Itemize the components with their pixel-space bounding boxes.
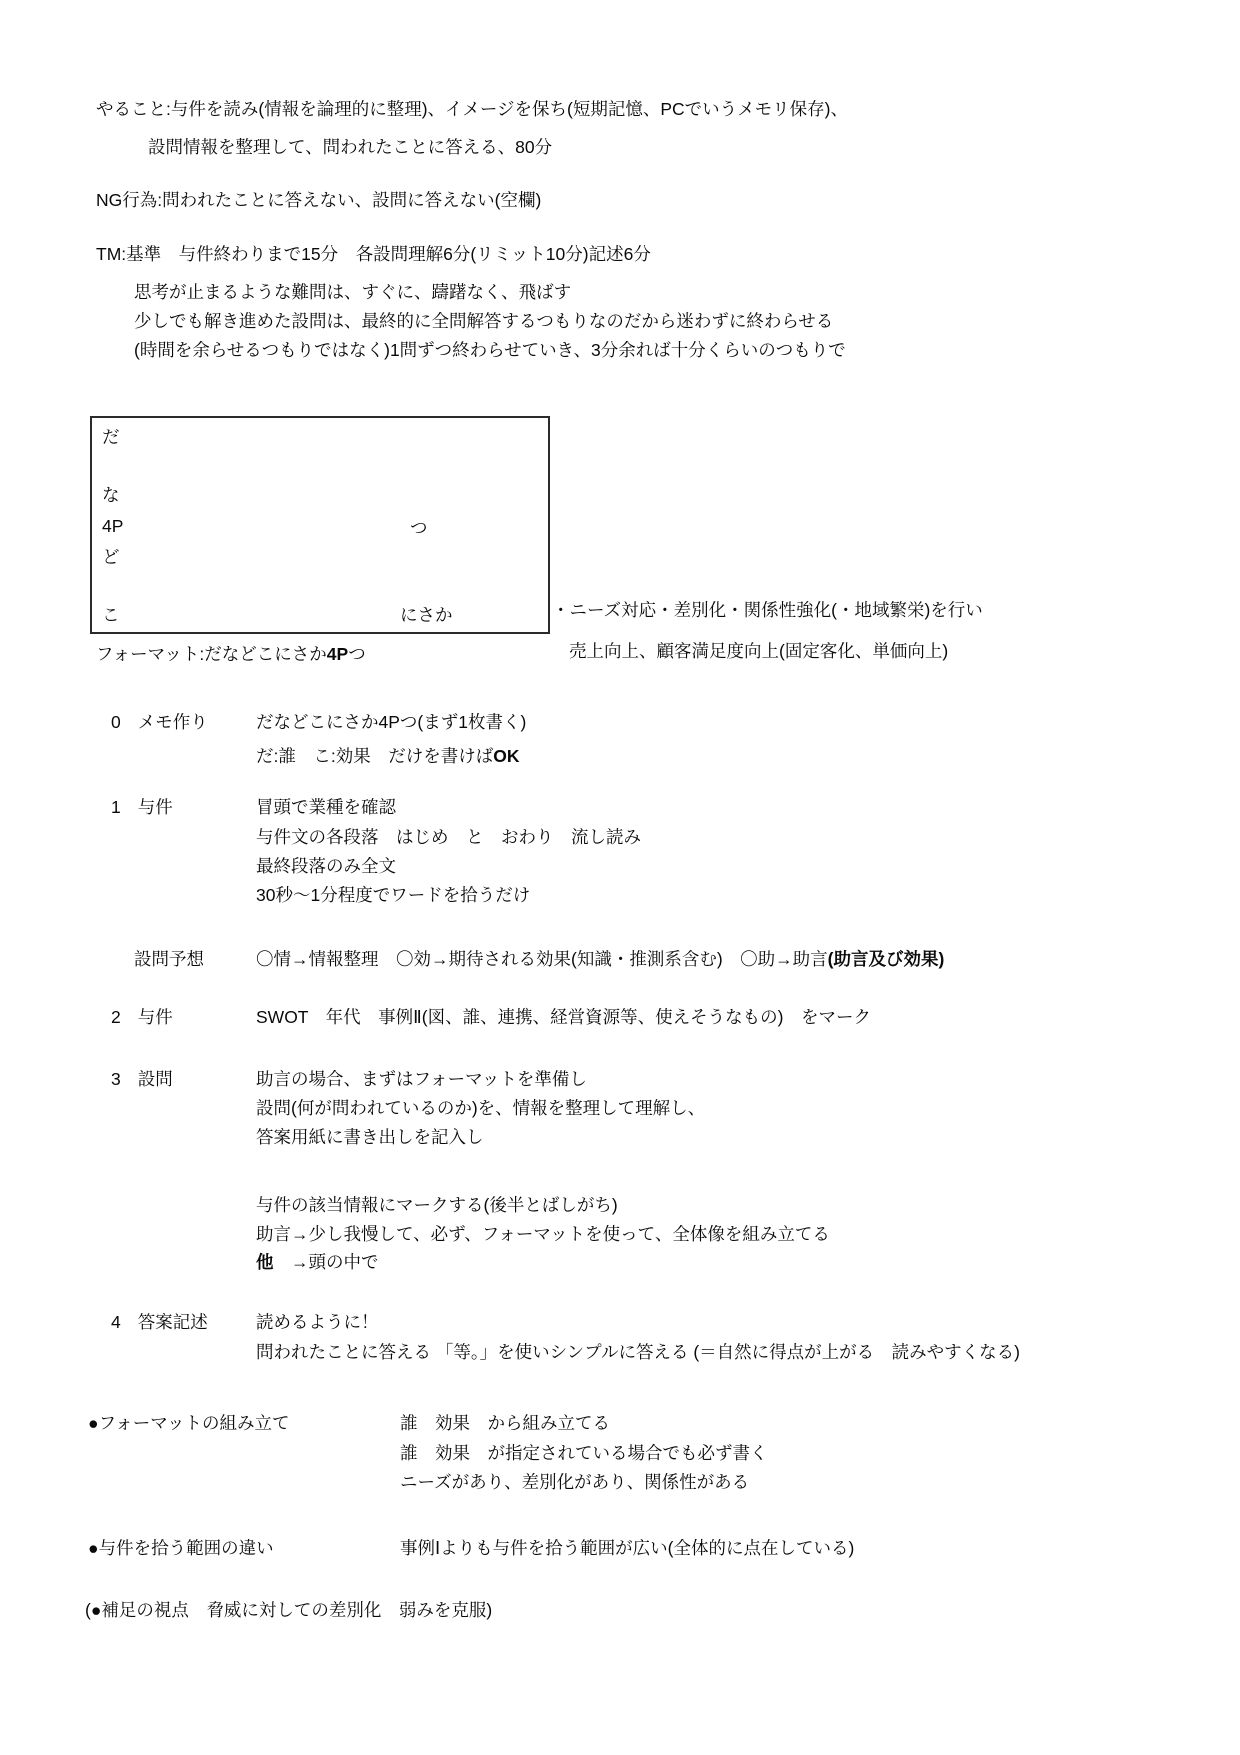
- section-0-line-2-bold: OK: [493, 746, 520, 766]
- section-3-line-6: [256, 1251, 379, 1274]
- section-2-label: [111, 1006, 173, 1029]
- section-3-label: [111, 1068, 173, 1091]
- bullet-format-line-2: 誰 効果 が指定されている場合でも必ず書く: [400, 1443, 768, 1463]
- section-4-label: [111, 1311, 208, 1334]
- ng-line: NG行為:問われたことに答えない、設問に答えない(空欄): [96, 190, 542, 210]
- tm-line-2: 思考が止まるような難問は、すぐに、躊躇なく、飛ばす: [134, 282, 572, 302]
- tm-line-4: (時間を余らせるつもりではなく)1問ずつ終わらせていき、3分余れば十分くらいのつもりで: [134, 340, 846, 360]
- side-note-line-1: ・ニーズ対応・差別化・関係性強化(・地域繁栄)を行い: [552, 600, 983, 620]
- format-caption: [96, 643, 366, 666]
- section-3-line-5: 助言→少し我慢して、必ず、フォーマットを使って、全体像を組み立てる: [256, 1224, 830, 1244]
- memo-box-item-nisaka: にさか: [400, 605, 453, 625]
- section-2-number: 2: [111, 1007, 121, 1027]
- forecast-content-text: 〇情→情報整理 〇効→期待される効果(知識・推測系含む) 〇助→助言: [256, 949, 828, 969]
- memo-box-item-tsu: つ: [410, 518, 428, 538]
- memo-box-item-na: な: [102, 485, 120, 505]
- section-0-label: [111, 711, 208, 734]
- bullet-scope-line-1: 事例Ⅰよりも与件を拾う範囲が広い(全体的に点在している): [400, 1538, 855, 1558]
- section-3-number: 3: [111, 1069, 121, 1089]
- forecast-content-bold: (助言及び効果): [827, 949, 945, 969]
- bullet-format-label: ●フォーマットの組み立て: [88, 1413, 290, 1433]
- format-caption-bold: 4P: [326, 644, 349, 664]
- format-caption-suffix: つ: [348, 644, 366, 664]
- section-1-line-3: 最終段落のみ全文: [256, 856, 396, 876]
- section-1-line-1: 冒頭で業種を確認: [256, 797, 396, 817]
- section-1-label: [111, 796, 173, 819]
- memo-box-item-do: ど: [102, 547, 120, 567]
- section-3-line-2: 設問(何が問われているのか)を、情報を整理して理解し、: [256, 1098, 706, 1118]
- bullet-format-line-3: ニーズがあり、差別化があり、関係性がある: [400, 1472, 750, 1492]
- section-4-number: 4: [111, 1312, 121, 1332]
- section-0-number: 0: [111, 712, 121, 732]
- section-2-line-1: SWOT 年代 事例Ⅱ(図、誰、連携、経営資源等、使えそうなもの) をマーク: [256, 1007, 871, 1027]
- tm-line-3: 少しでも解き進めた設問は、最終的に全問解答するつもりなのだから迷わずに終わらせる: [134, 311, 834, 331]
- section-3-line-4: 与件の該当情報にマークする(後半とばしがち): [256, 1195, 618, 1215]
- section-4-line-1: 読めるように！: [256, 1312, 379, 1332]
- section-3-line-1: 助言の場合、まずはフォーマットを準備し: [256, 1069, 587, 1089]
- section-4-line-2: 問われたことに答える 「等。」を使いシンプルに答える (＝自然に得点が上がる 読みやすくなる): [256, 1342, 1020, 1362]
- forecast-content: [256, 948, 944, 971]
- bullet-scope-label: ●与件を拾う範囲の違い: [88, 1538, 274, 1558]
- section-3-title: 設問: [137, 1069, 173, 1089]
- memo-box-item-da: だ: [102, 427, 120, 447]
- section-0-line-2: [256, 745, 519, 768]
- format-caption-prefix: フォーマット:だなどこにさか: [96, 644, 327, 664]
- section-3-line-3: 答案用紙に書き出しを記入し: [256, 1127, 484, 1147]
- section-1-line-4: 30秒～1分程度でワードを拾うだけ: [256, 885, 531, 905]
- memo-box-item-ko: こ: [102, 605, 120, 625]
- section-0-line-1: だなどこにさか4Pつ(まず1枚書く): [256, 712, 527, 732]
- tm-line-1: TM:基準 与件終わりまで15分 各設問理解6分(リミット10分)記述6分: [96, 244, 651, 264]
- section-1-title: 与件: [137, 797, 173, 817]
- side-note-line-2: 売上向上、顧客満足度向上(固定客化、単価向上): [569, 641, 949, 661]
- section-0-line-2-text: だ:誰 こ:効果 だけを書けば: [256, 746, 494, 766]
- section-3-line-6-bold: 他: [256, 1252, 274, 1272]
- section-1-line-2: 与件文の各段落 はじめ と おわり 流し読み: [256, 827, 641, 847]
- intro-line-2: 設問情報を整理して、問われたことに答える、80分: [148, 137, 553, 157]
- memo-format-box: [90, 416, 550, 634]
- memo-box-item-4p: 4P: [102, 516, 124, 536]
- forecast-label: 設問予想: [134, 949, 204, 969]
- section-0-title: メモ作り: [137, 712, 208, 732]
- section-2-title: 与件: [137, 1007, 173, 1027]
- section-1-number: 1: [111, 797, 121, 817]
- section-4-title: 答案記述: [137, 1312, 208, 1332]
- footnote-line: (●補足の視点 脅威に対しての差別化 弱みを克服): [85, 1600, 493, 1620]
- intro-line-1: やること:与件を読み(情報を論理的に整理)、イメージを保ち(短期記憶、PCでいうメモリ保存)、: [96, 99, 848, 119]
- bullet-format-line-1: 誰 効果 から組み立てる: [400, 1413, 610, 1433]
- section-3-line-6-text: →頭の中で: [273, 1252, 379, 1272]
